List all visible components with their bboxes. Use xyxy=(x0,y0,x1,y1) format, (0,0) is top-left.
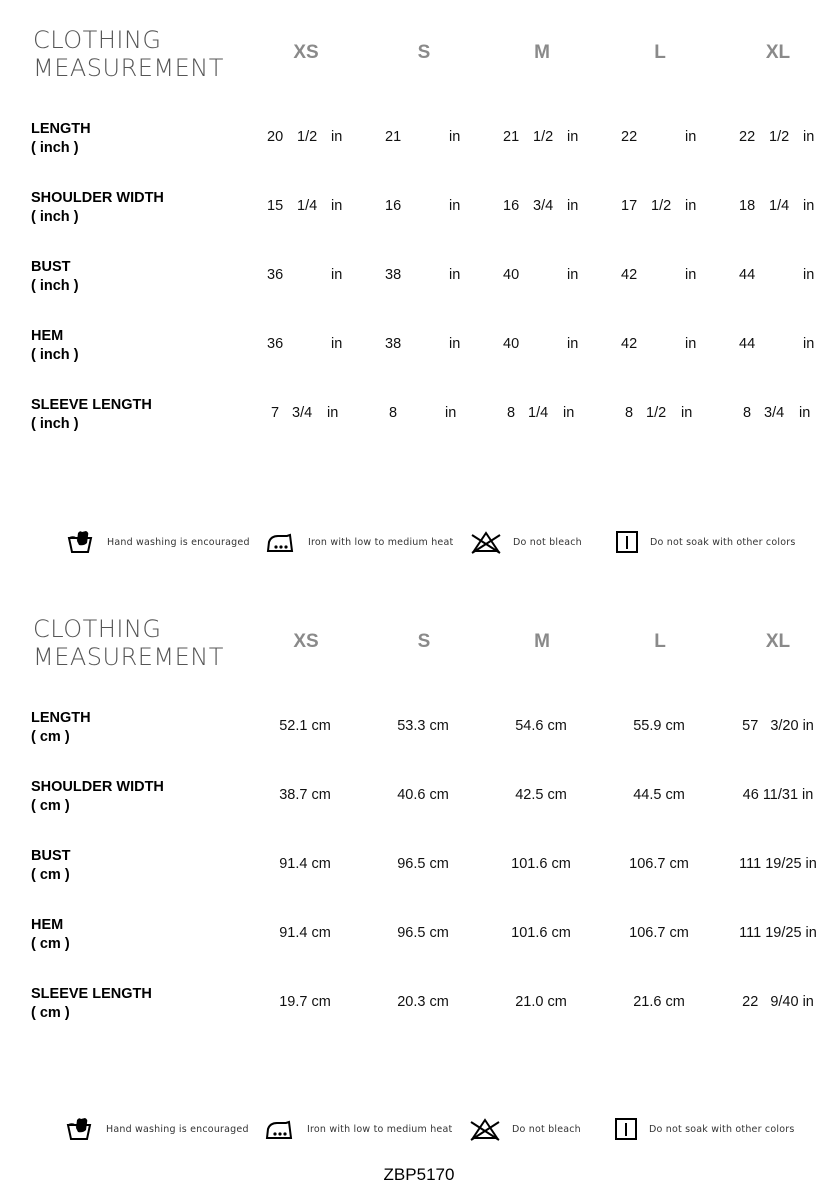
row-label-name: BUST xyxy=(31,848,71,864)
row-label xyxy=(31,120,91,158)
value-whole: 44 xyxy=(739,336,756,352)
value-fraction: 1/2 xyxy=(533,129,554,145)
row-label-unit: ( cm ) xyxy=(31,1005,70,1021)
value-unit: in xyxy=(331,336,343,352)
row-label-unit: ( inch ) xyxy=(31,209,79,225)
value-whole: 38 xyxy=(385,336,402,352)
measurement-cell: 22 9/40 in xyxy=(742,994,814,1010)
measurement-cell xyxy=(620,405,705,423)
value-unit: in xyxy=(449,129,461,145)
measurement-cell: 53.3 cm xyxy=(397,718,449,734)
value-whole: 18 xyxy=(739,198,756,214)
measurement-cell xyxy=(384,405,469,423)
value-unit: in xyxy=(449,267,461,283)
measurement-cell: 42.5 cm xyxy=(515,787,567,803)
value-whole: 15 xyxy=(267,198,284,214)
value-whole: 36 xyxy=(267,267,284,283)
value-unit: in xyxy=(803,267,815,283)
care-item xyxy=(265,529,495,557)
value-whole: 16 xyxy=(503,198,520,214)
value-whole: 8 xyxy=(743,405,752,421)
measurement-cell xyxy=(620,129,705,147)
measurement-cell: 40.6 cm xyxy=(397,787,449,803)
size-header-l: L xyxy=(654,631,666,652)
value-fraction: 1/2 xyxy=(769,129,790,145)
care-item xyxy=(615,529,838,557)
row-label-unit: ( cm ) xyxy=(31,867,70,883)
row-label xyxy=(31,327,79,365)
value-whole: 20 xyxy=(267,129,284,145)
measurement-cell: 111 19/25 in xyxy=(739,856,817,872)
measurement-cell xyxy=(384,336,469,354)
care-item xyxy=(614,1116,838,1144)
measurement-cell: 19.7 cm xyxy=(279,994,331,1010)
care-text: Hand washing is encouraged xyxy=(107,537,250,548)
care-text: Iron with low to medium heat xyxy=(308,537,454,548)
measurement-cell xyxy=(384,267,469,285)
row-label-name: BUST xyxy=(31,259,71,275)
value-whole: 22 xyxy=(621,129,638,145)
value-unit: in xyxy=(799,405,811,421)
value-unit: in xyxy=(685,267,697,283)
value-unit: in xyxy=(803,129,815,145)
measurement-cell: 54.6 cm xyxy=(515,718,567,734)
value-unit: in xyxy=(685,198,697,214)
value-fraction: 3/4 xyxy=(533,198,554,214)
product-code: ZBP5170 xyxy=(383,1165,455,1184)
value-unit: in xyxy=(567,198,579,214)
measurement-cell: 96.5 cm xyxy=(397,925,449,941)
row-label-name: SLEEVE LENGTH xyxy=(31,397,152,413)
row-label-unit: ( cm ) xyxy=(31,729,70,745)
size-header-m: M xyxy=(534,631,550,652)
measurement-cell: 46 11/31 in xyxy=(742,787,814,803)
size-header-xs: XS xyxy=(293,631,319,652)
value-unit: in xyxy=(567,129,579,145)
value-whole: 40 xyxy=(503,336,520,352)
care-item xyxy=(66,1116,296,1144)
size-header-l: L xyxy=(654,42,666,63)
care-instructions-2 xyxy=(0,1116,838,1144)
care-text: Iron with low to medium heat xyxy=(307,1124,453,1135)
value-whole: 21 xyxy=(503,129,520,145)
value-whole: 44 xyxy=(739,267,756,283)
row-label-name: HEM xyxy=(31,328,64,344)
row-label-name: SHOULDER WIDTH xyxy=(31,190,164,206)
row-label-name: LENGTH xyxy=(31,121,91,137)
size-header-s: S xyxy=(417,631,431,652)
care-text: Do not soak with other colors xyxy=(650,537,796,548)
row-label xyxy=(31,709,91,747)
value-unit: in xyxy=(685,336,697,352)
size-header-xl: XL xyxy=(765,631,791,652)
size-header-xs: XS xyxy=(293,42,319,63)
value-unit: in xyxy=(803,198,815,214)
row-label-name: LENGTH xyxy=(31,710,91,726)
measurement-cell xyxy=(738,198,823,216)
value-unit: in xyxy=(563,405,575,421)
measurement-cell xyxy=(266,129,351,147)
value-whole: 42 xyxy=(621,336,638,352)
size-header-m: M xyxy=(534,42,550,63)
value-unit: in xyxy=(567,336,579,352)
measurement-cell: 21.0 cm xyxy=(515,994,567,1010)
value-whole: 42 xyxy=(621,267,638,283)
row-label xyxy=(31,778,164,816)
measurement-cell: 52.1 cm xyxy=(279,718,331,734)
measurement-cell: 96.5 cm xyxy=(397,856,449,872)
measurement-cell xyxy=(502,129,587,147)
value-whole: 17 xyxy=(621,198,638,214)
row-label-name: SLEEVE LENGTH xyxy=(31,986,152,1002)
value-fraction: 1/2 xyxy=(297,129,318,145)
value-fraction: 3/4 xyxy=(764,405,785,421)
value-whole: 40 xyxy=(503,267,520,283)
value-unit: in xyxy=(331,129,343,145)
measurement-cell: 91.4 cm xyxy=(279,925,331,941)
row-label xyxy=(31,985,152,1023)
row-label-unit: ( inch ) xyxy=(31,278,79,294)
measurement-cell xyxy=(266,405,351,423)
measurement-cell: 44.5 cm xyxy=(633,787,685,803)
value-whole: 21 xyxy=(385,129,402,145)
value-fraction: 1/4 xyxy=(528,405,549,421)
measurement-cell xyxy=(384,198,469,216)
value-unit: in xyxy=(681,405,693,421)
measurement-cell: 111 19/25 in xyxy=(739,925,817,941)
row-label xyxy=(31,189,164,227)
value-fraction: 1/2 xyxy=(646,405,667,421)
measurement-cell xyxy=(620,267,705,285)
value-unit: in xyxy=(803,336,815,352)
size-header-xl: XL xyxy=(765,42,791,63)
measurement-cell: 38.7 cm xyxy=(279,787,331,803)
row-label-name: HEM xyxy=(31,917,64,933)
measurement-cell xyxy=(620,336,705,354)
value-unit: in xyxy=(327,405,339,421)
row-label-name: SHOULDER WIDTH xyxy=(31,779,164,795)
title-line-2: MEASUREMENT xyxy=(33,643,224,671)
value-fraction: 3/4 xyxy=(292,405,313,421)
value-unit: in xyxy=(685,129,697,145)
measurement-cell: 106.7 cm xyxy=(629,856,689,872)
measurement-cell: 106.7 cm xyxy=(629,925,689,941)
value-unit: in xyxy=(331,267,343,283)
care-item xyxy=(67,529,297,557)
row-label xyxy=(31,916,70,954)
value-whole: 16 xyxy=(385,198,402,214)
value-whole: 8 xyxy=(507,405,516,421)
care-text: Do not bleach xyxy=(513,537,582,548)
measurement-cell xyxy=(266,336,351,354)
value-fraction: 1/4 xyxy=(769,198,790,214)
care-instructions-1 xyxy=(0,529,838,557)
measurement-cell xyxy=(502,267,587,285)
row-label-unit: ( inch ) xyxy=(31,140,79,156)
value-unit: in xyxy=(331,198,343,214)
title-line-1: CLOTHING xyxy=(33,26,162,54)
care-item xyxy=(264,1116,494,1144)
row-label-unit: ( inch ) xyxy=(31,347,79,363)
value-unit: in xyxy=(445,405,457,421)
measurement-cell: 20.3 cm xyxy=(397,994,449,1010)
measurement-cell xyxy=(738,405,823,423)
measurement-cell: 101.6 cm xyxy=(511,856,571,872)
value-whole: 7 xyxy=(271,405,280,421)
measurement-cell: 57 3/20 in xyxy=(742,718,814,734)
measurement-cell: 55.9 cm xyxy=(633,718,685,734)
care-text: Do not bleach xyxy=(512,1124,581,1135)
value-whole: 8 xyxy=(389,405,398,421)
cm-table-title xyxy=(33,615,224,671)
row-label-unit: ( cm ) xyxy=(31,798,70,814)
measurement-cell: 21.6 cm xyxy=(633,994,685,1010)
measurement-cell xyxy=(738,336,823,354)
value-fraction: 1/4 xyxy=(297,198,318,214)
care-text: Do not soak with other colors xyxy=(649,1124,795,1135)
inch-table-title xyxy=(33,26,224,82)
row-label xyxy=(31,396,152,434)
measurement-cell: 101.6 cm xyxy=(511,925,571,941)
measurement-cell xyxy=(502,405,587,423)
row-label xyxy=(31,847,70,885)
value-fraction: 1/2 xyxy=(651,198,672,214)
measurement-cell xyxy=(502,198,587,216)
value-whole: 8 xyxy=(625,405,634,421)
value-whole: 22 xyxy=(739,129,756,145)
measurement-cell xyxy=(738,267,823,285)
measurement-cell xyxy=(266,198,351,216)
measurement-cell xyxy=(502,336,587,354)
value-unit: in xyxy=(449,198,461,214)
row-label-unit: ( inch ) xyxy=(31,416,79,432)
measurement-cell xyxy=(620,198,705,216)
care-text: Hand washing is encouraged xyxy=(106,1124,249,1135)
value-unit: in xyxy=(567,267,579,283)
measurement-cell: 91.4 cm xyxy=(279,856,331,872)
value-whole: 36 xyxy=(267,336,284,352)
row-label-unit: ( cm ) xyxy=(31,936,70,952)
measurement-cell xyxy=(266,267,351,285)
value-unit: in xyxy=(449,336,461,352)
row-label xyxy=(31,258,79,296)
title-line-2: MEASUREMENT xyxy=(33,54,224,82)
size-header-s: S xyxy=(417,42,431,63)
title-line-1: CLOTHING xyxy=(33,615,162,643)
measurement-cell xyxy=(738,129,823,147)
measurement-cell xyxy=(384,129,469,147)
value-whole: 38 xyxy=(385,267,402,283)
